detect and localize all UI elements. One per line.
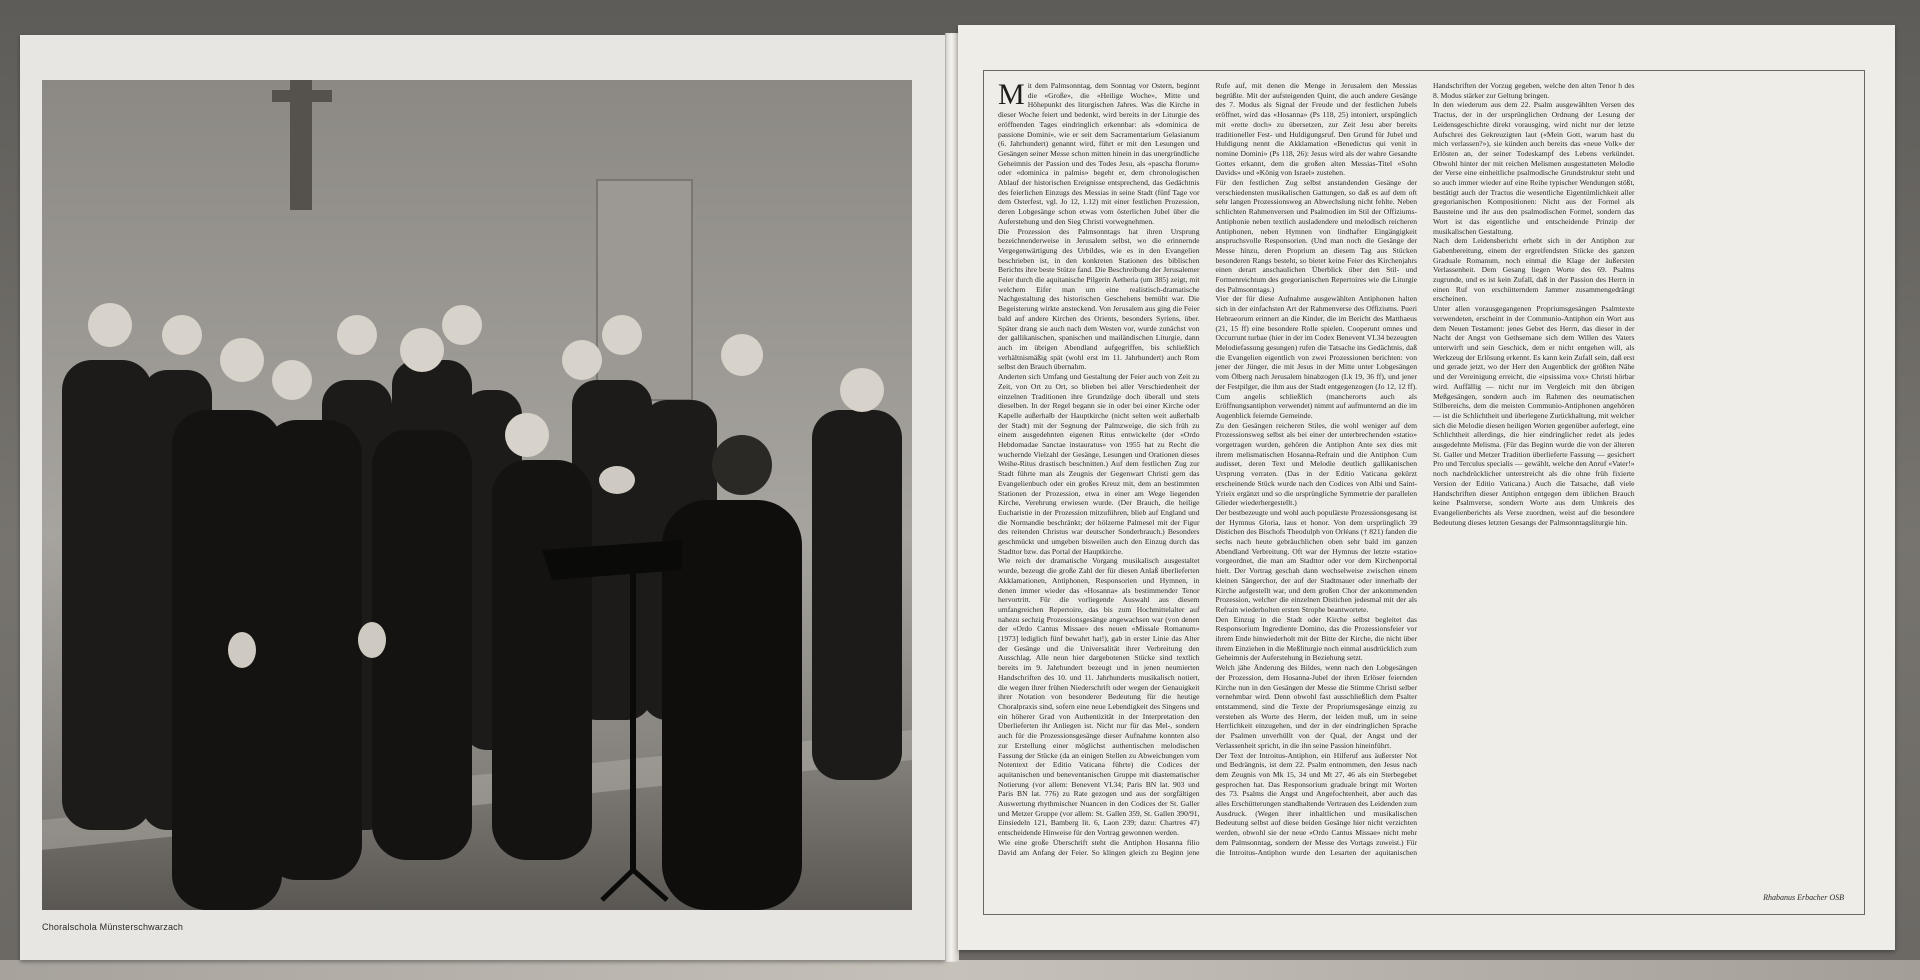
- liner-notes-paragraph: [1433, 304, 1635, 527]
- paragraph-text: Welch jähe Änderung des Bildes, wenn nach den Lobgesängen der Prozession, dem Hosanna-Jubel der ihren Erlöser feiernden Kirche nun in den Gesängen der Messe die Stimme Christi selber vernehmbar wird. Denn obwohl fast ausschließlich dem Psalter entstammend, sind die Texte der Propriumsgesänge einzig zu verstehen als Worte des Herrn, der leiden muß, um in seine Herrlichkeit einzugehen, und der in der eindringlichen Sprache der Psalmen unverhüllt von der Qual, der Angst und der Verlassenheit spricht, in die ihn seine Passion hineinführt.: [1215, 663, 1417, 750]
- paragraph-text: Die Prozession des Palmsonntags hat ihren Ursprung bezeichnenderweise in Jerusalem selbst, wo die erinnernde Vergegenwärtigung des Urbildes, wie es in den Evangelien beschrieben ist, in den konkreten Stationen des biblischen Berichts ihre beste Stütze fand. Die Beschreibung der Jerusalemer Feier durch die aquitanische Pilgerin Aetheria (um 385) zeigt, mit welchem Eifer man um eine realistisch-dramatische Nachgestaltung des historischen Geschehens bemüht war. Die Begeisterung wirkte ansteckend. Von Jerusalem aus ging die Feier bald auf andere Kirchen des Orients, besonders Syriens, über. Später drang sie auch nach dem Westen vor, wurde zunächst von der gallikanischen, spanischen und mailändischen Liturgie, dann auch im übrigen Abendland aufgegriffen, bis schließlich verhältnismäßig spät (wohl erst im 11. Jahrhundert) auch Rom selbst den Brauch übernahm.: [998, 226, 1200, 372]
- paragraph-text: Nach dem Leidensbericht erhebt sich in der Antiphon zur Gabenbereitung, einem der ergreifendsten Stücke des ganzen Graduale Romanum, noch einmal die Klage der äußersten Verlassenheit. Dem Gesang liegen Worte des 69. Psalms zugrunde, und es ist kein Zufall, daß in der Passion des Herrn in einen Ruf von erschütterndem Jammer zusammengedrängt erscheinen.: [1433, 236, 1635, 304]
- paragraph-text: Wie reich der dramatische Vorgang musikalisch ausgestaltet wurde, bezeugt die große Zahl der für diesen Anlaß überlieferten Akklamationen, Antiphonen, Responsorien und Hymnen, in denen immer wieder das «Hosanna» als bestimmender Tenor hervortritt. Für die vorliegende Auswahl aus diesem umfangreichen Repertoire, das bis zum Hochmittelalter auf nahezu sechzig Prozessionsgesänge angewachsen war (von denen der «Ordo Cantus Missae» des neuen «Missale Romanum» [1973] lediglich fünf bewahrt hat!), gab in erster Linie das Alter der Gesänge und die Universalität ihrer Verbreitung den Ausschlag. Alle neun hier dargebotenen Stücke sind textlich bereits im 9. Jahrhundert bezeugt und in jenen neumierten Handschriften des 10. und 11. Jahrhunderts musikalisch notiert, die wegen ihrer frühen Niederschrift oder wegen der Genauigkeit ihrer Notation von besonderer Bedeutung für die heutige Choralpraxis sind, sofern eine neue Lebendigkeit des Singens und ein höherer Grad von Authentizität in der Interpretation den Überlieferten ihr Anliegen ist. Nicht nur für das Mel-, sondern auch für die Prozessionsgesänge dieser Aufnahme konnten also zur Erstellung einer möglichst authentischen melodischen Fassung der Stücke (da an einigen Stellen zu Abweichungen vom Notentext der Editio Vaticana führte) die Codices der aquitanischen und beneventanischen Gruppe mit diastematischer Notierung (vor allem: Benevent VI.34; Paris BN lat. 903 und Paris BN lat. 776) zu Rate gezogen und aus der sorgfältigen Auswertung rhythmischer Nuancen in den Codices der St. Galler und Metzer Gruppe (vor allem: St. Gallen 359, St. Gallen 390/91, Einsiedeln 121, Bamberg lit. 6, Laon 239; dazu: Chartres 47) entscheidende Hinweise für den Vortrag gewonnen werden.: [998, 556, 1200, 838]
- paragraph-text: Anderten sich Umfang und Gestaltung der Feier auch von Zeit zu Zeit, von Ort zu Ort, so blieben bei aller Verschiedenheit der einzelnen Traditionen ihre Grundzüge doch überall und stets dieselben. In der Regel begann sie in oder bei einer Kirche oder Kapelle außerhalb der Hauptkirche (nicht selten weit außerhalb der Stadt) mit der Segnung der Palmzweige, die sich früh zu einem ausgedehnten eigenen Ritus entwickelte (der «Ordo Hebdomadae Sanctae instauratus» von 1955 hat zu Recht die wuchernde Vielzahl der Gesänge, Lesungen und Orationen dieses Weihe-Ritus drastisch beschnitten.) Auf dem festlichen Zug zur Stadt führte man als Zeugnis der Gegenwart Christi gern das Evangelienbuch oder ein großes Kreuz mit, dem an bestimmten Stationen der Prozession, etwa in einer am Wege liegenden Kirche, Verehrung erwiesen wurde. (Der Brauch, die heilige Eucharistie in der Prozession mitzuführen, blieb auf England und die Normandie beschränkt; der hölzerne Palmesel mit der Figur des reitenden Christus war deutscher Sonderbrauch.) Besonders geschmückt und umgeben bisweilen auch den Einzug durch das Stadttor bzw. das Portal der Hauptkirche.: [998, 372, 1200, 556]
- drop-cap: M: [998, 78, 1025, 111]
- liner-notes-paragraph: [1216, 294, 1418, 420]
- liner-notes-frame: [983, 70, 1865, 915]
- liner-notes-paragraph: [1433, 236, 1635, 304]
- photo-credit: Choralschola Münsterschwarzach: [42, 922, 184, 932]
- liner-notes-paragraph: [1216, 421, 1418, 508]
- choir-photograph: [42, 80, 912, 910]
- liner-notes-paragraph: [998, 227, 1200, 373]
- paragraph-text: Für den festlichen Zug selbst anstandenden Gesänge der verschiedensten musikalischen Gattungen, so daß es auf dem oft sehr langen Prozessionsweg an Abwechslung nicht fehlte. Neben schlichten Rahmenversen und Psalmodien im Stil der Offiziums-Antiphonie neben textlich ausladendere und melodisch reicheren Antiphonen, neben Hymnen von lindhafter Eingängigkeit anspruchsvolle Responsorien. (Und man noch die Gesänge der Messe hinzu, deren Proprium an diesem Tag aus Stücken besonderen Rangs besteht, so bietet keine Feier des Kirchenjahrs einen derart anschaulichen Überblick über den Stil- und Formenreichtum des gregorianischen Repertoires wie die Liturgie des Palmsonntags.): [1215, 178, 1417, 294]
- author-signature: Rhabanus Erbacher OSB: [1763, 893, 1844, 902]
- gatefold-right-panel: [958, 25, 1895, 950]
- paragraph-text: Wie eine große Überschrift steht die Antiphon Hosanna filio David am Anfang der Feier. So klingen gleich zu Beginn jene Rufe auf, mit denen die Menge in Jerusalem den Messias begrüßte. Mit der aufsteigenden Quint, die auch andere Gesänge des 7. Modus als Signal der Freude und der festlichen Jubels eröffnet, wird das «Hosanna» (Ps 118, 25) intoniert, urspünglich mit «rette doch» zu übersetzen, zur Zeit Jesu aber bereits traditioneller Fest- und Huldigungsruf. Den Grund für Jubel und Huldigung nennt die Akklamation «Benedictus qui venit in nomine Domini» (Ps 118, 26): Jesus wird als der wahre Gesandte Gottes erkannt, dem die großen alten Messias-Titel «Sohn Davids» und «König von Israel» zustehen.: [998, 81, 1417, 857]
- liner-notes-paragraph: [1216, 615, 1418, 664]
- paragraph-text: it dem Palmsonntag, dem Sonntag vor Ostern, beginnt die «Große», die «Heilige Woche», Mitte und Höhepunkt des liturgischen Jahres. Was die Kirche in dieser Woche feiert und bedenkt, wird bereits in der Liturgie des eröffnenden Tages eindringlich erkennbar: als «dominica de passione Domini», wie er seit dem Sacramentarium Gelasianum (6. Jahrhundert) genannt wird, führt er mit den Lesungen und Gesängen seiner Messe schon mitten hinein in das unergründliche Geheimnis der Passion und des Todes Jesu, als «pascha florum» oder «dominica in palmis» begeht er, dem chronologischen Ablauf der historischen Ereignisse entsprechend, das Gedächtnis des feierlichen Einzugs des Messias in seine Stadt (fünf Tage vor dem Osterfest, vgl. Jo 12, 1.12) mit einer festlichen Prozession, deren Lobgesänge schon etwas vom österlichen Jubel über die Auferstehung und den Sieg Christi vorwegnehmen.: [998, 81, 1200, 226]
- paragraph-text: Den Einzug in die Stadt oder Kirche selbst begleitet das Responsorium Ingrediente Domino, das die Prozessionsfeier vor ihrem Ende hinwiederholt mit der Bitte der Kirche, die nicht über ihrem Einziehen in die Meßliturgie noch einmal ausdrücklich zum Geheimnis der Auferstehung in Beziehung setzt.: [1215, 614, 1417, 663]
- paragraph-text: Zu den Gesängen reicheren Stiles, die wohl weniger auf dem Prozessionsweg selbst als bei einer der unterbrechenden «statio» vorgetragen wurden, gehören die Antiphon Ante sex dies mit ihrem melismatischen Hosanna-Refrain und die Antiphon Cum audisset, deren Text und Melodie deutlich gallikanischen Ursprung verraten. (Das in der Editio Vaticana gekürzt erscheinende Stück wurde nach den Codices von Albi und Saint-Yrieix ergänzt und so die ursprüngliche Symmetrie der parallelen Glieder wiederhergestellt.): [1215, 420, 1417, 508]
- liner-notes-paragraph: [1433, 100, 1635, 236]
- liner-notes-paragraph: [1216, 663, 1418, 750]
- choir-photo-illustration: [42, 80, 912, 910]
- gatefold-spine: [945, 33, 959, 962]
- paragraph-text: Unter allen vorausgegangenen Propriumsgesängen Psalmtexte verwendeten, erscheint in der Communio-Antiphon ein Wort aus dem Neuen Testament: jenes Gebet des Herrn, das dieser in der Nacht der Angst von Gethsemane sich dem Willen des Vaters unterwirft und sein Geschick, dem er nicht entgehen will, als Werkzeug der Erlösung erkennt. Es kann kein Zufall sein, daß erst und gerade jetzt, wo der Herr den Augenblick der größten Nähe und der Vereinigung erreicht, die «ipsissima vox» Christi hörbar wird. Auffällig — nicht nur im Vergleich mit den übrigen Meßgesängen, sondern auch im Rahmen des neumatischen Stilbereichs, dem die meisten Communio-Antiphonen angehören — ist die Schlichtheit und überlegene Zurückhaltung, mit welcher sich die Melodie diesen heiligen Worten gegenüber auferlegt, eine Schlichtheit allerdings, die hier eindringlicher redet als jedes ausgedehnte Melisma. (Für das Beginn wurde die von der älteren St. Galler und Metzer Tradition überlieferte Fassung — gesichert Pro und Terculus specialis — gewählt, welche den Anruf «Vater!» noch nachdrücklicher unterstreicht als die ohne früh fixierte Version der Editio Vaticana.) Auch die Tatsache, daß viele Handschriften dieser Antiphon entgegen dem üblichen Brauch keine Psalmverse, sondern Worte aus dem Umkreis des Evangelienberichts als Verse zuordnen, weist auf die besondere Bedeutung dieses letzten Gesangs der Palmsonntagsliturgie hin.: [1433, 304, 1635, 527]
- table-surface: [0, 960, 1920, 980]
- paragraph-text: Vier der für diese Aufnahme ausgewählten Antiphonen halten sich in der einfachsten Art der Rahmenverse des Offiziums. Pueri Hebraeorum erinnert an die Kinder, die im Bericht des Matthaeus (21, 15 ff) eine besondere Rolle spielen. Cooperunt omnes und Occurrunt turbae (hier in der im Codex Benevent VI.34 bezeugten Melodiefassung gesungen) rufen die Tatsache ins Gedächtnis, daß die Evangelien eigentlich von zwei Prozessionen berichten: von jener der Jünger, die mit Jesus in der Mitte unter Lobgesängen vom Ölberg nach Jerusalem hinabzogen (Lk 19, 36 ff), und jener der Festpilger, die ihm aus der Stadt entgegenzogen (Jo 12, 12 ff). Cum angelis schließlich (mancherorts auch als Eröffnungsantiphon verwendet) nimmt auf aufmunternd an die im Augenblick feiernde Gemeinde.: [1215, 294, 1417, 420]
- liner-notes-columns: [998, 78, 1852, 861]
- paragraph-text: In den wiederum aus dem 22. Psalm ausgewählten Versen des Tractus, der in der ursprünglichen Ordnung der Lesung der Leidensgeschichte direkt vorausging, wird nicht nur der letzte Aufschrei des Gekreuzigten laut («Mein Gott, warum hast du mich verlassen?»), sie künden auch bereits das «neue Volk» der Erlösten an, der seiner Todeskampf des Lebens verkündet. Obwohl hinter der mit reichen Melismen ausgestatteten Melodie der Verse eine einheitliche psalmodische Grundstruktur steht und so auch immer wieder auf eine Reihe typischer Wendungen stößt, bestätigt auch der Tractus die wesentliche Eigentümlichkeit aller gregorianischen Kompositionen: Nicht aus der Formel als Bausteine und ihr aus den psalmodischen Formel, sondern das Wort ist das eigentliche und entscheidende Prinzip der musikalischen Gestaltung.: [1433, 100, 1635, 236]
- liner-notes-paragraph: [998, 556, 1200, 837]
- liner-notes-paragraph: [1216, 178, 1418, 294]
- paragraph-text: Der Text der Introitus-Antiphon, ein Hilferuf aus äußerster Not und Bedrängnis, ist dem 22. Psalm entnommen, den Jesus nach dem Zeugnis von Mk 15, 34 und Mt 27, 46 als ein Sterbegebet gesprochen hat. Das Responsorium graduale bringt mit Worten des 73. Psalms die Angst und Angefochtenheit, aber auch das alles Erschütterungen standhaltende Vertrauen des Leidenden zum Ausdruck. (Wegen ihrer inhaltlichen und musikalischen Bedeutung selbst auf diese beiden Gesänge hier nicht verzichten werden, obwohl sie der neue «Ordo Cantus Missae» nicht mehr dem Palmsonntag, sondern der Messe des Vortags zuweist.) Für die Introitus-Antiphon wurde den Lesarten der aquitanischen Handschriften der Vorzug gegeben, welche den alten Tenor h des 8. Modus stärker zur Geltung bringen.: [1215, 81, 1635, 857]
- liner-notes-paragraph: [1216, 508, 1418, 615]
- liner-notes-paragraph: [998, 78, 1200, 227]
- paragraph-text: Der bestbezeugte und wohl auch populärste Prozessionsgesang ist der Hymnus Gloria, laus et honor. Von dem ursprünglich 39 Distichen des Bischofs Theodulph von Orléans († 821) fanden die sechs nach heute gebräuchlichen oben sehr bald im ganzen Abendland Verbreitung. Oft war der Hymnus der letzte «statio» vorgeordnet, die man am Stadttor oder vor dem Kirchenportal hielt. Der Vortrag geschah dann wechselweise zwischen einem kleinen Sängerchor, der auf der Stadtmauer oder innerhalb der Kirche aufgestellt war, und dem großen Chor der ankommenden Prozession, welcher die einzelnen Distichen jedesmal mit der als Refrain wiederholten ersten Strophe beantwortete.: [1215, 507, 1417, 614]
- gatefold-left-panel: [20, 35, 945, 960]
- liner-notes-paragraph: [998, 372, 1200, 556]
